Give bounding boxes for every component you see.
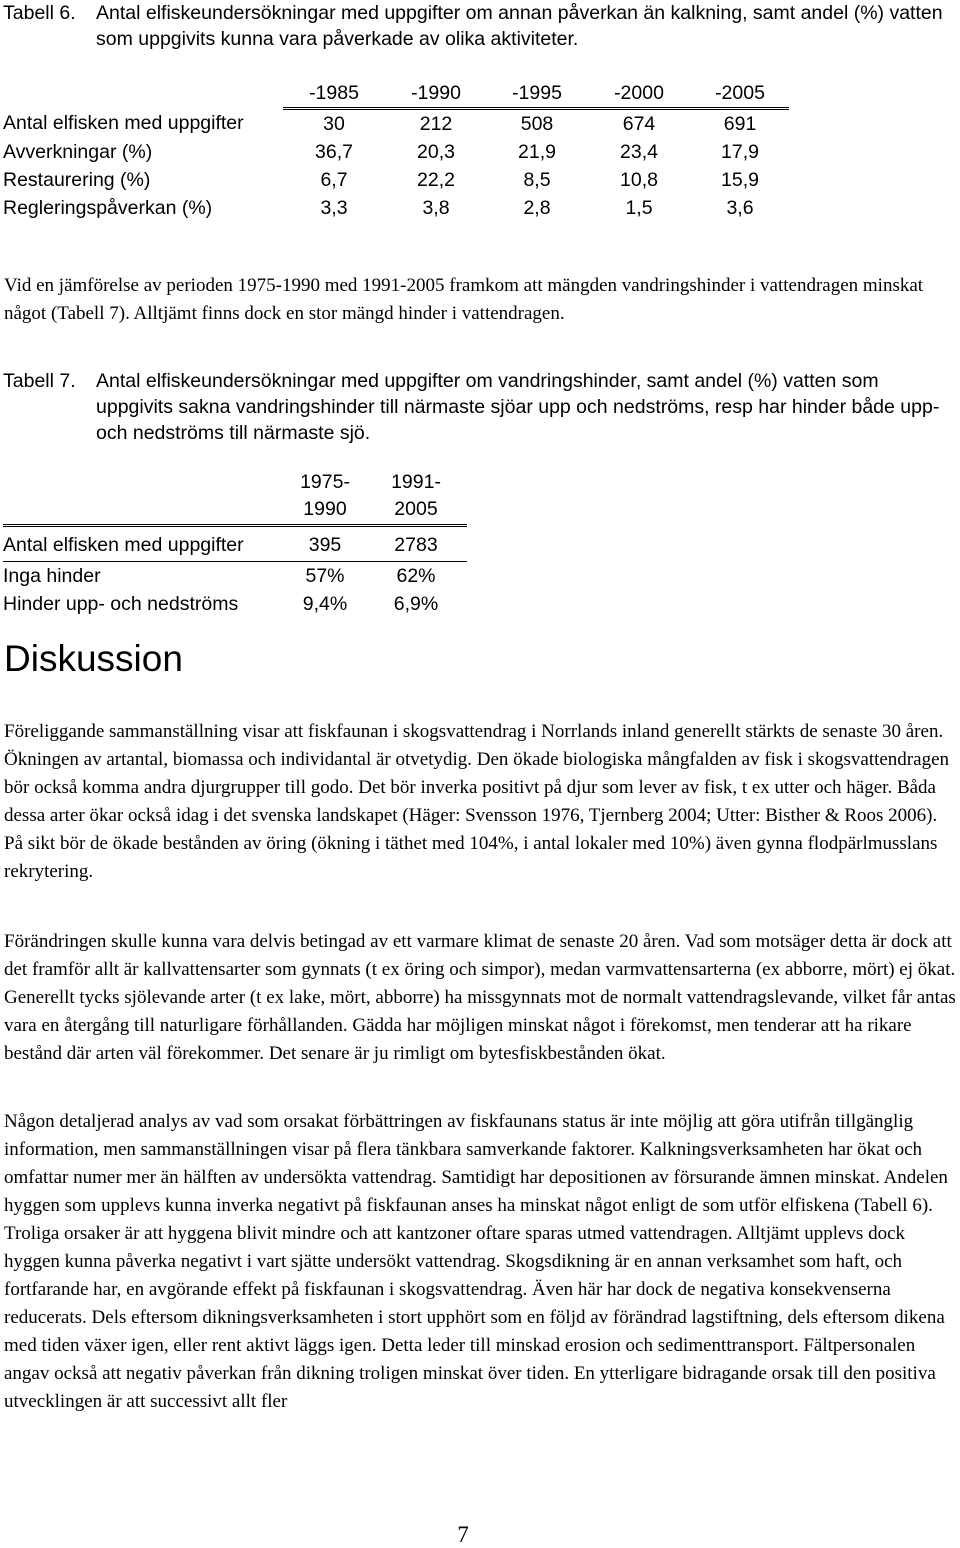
table7-cell: 6,9% [393, 592, 439, 615]
table-row [3, 562, 467, 591]
comparison-paragraph: Vid en jämförelse av perioden 1975-1990 med 1991-2005 framkom att mängden vandringshinder i vattendragen minskat något (Tabell 7). Alltjämt finns dock en stor mängd hinder i vattendragen. [4, 275, 924, 324]
table6-cell: 3,3 [320, 196, 348, 219]
table-row [3, 590, 467, 618]
table6-row-label: Restaurering (%) [3, 168, 151, 191]
table6-header-row [3, 79, 789, 109]
table6-cell: 8,5 [523, 168, 551, 191]
table6-row-label: Regleringspåverkan (%) [3, 196, 213, 219]
table6-cell: 30 [323, 112, 345, 135]
section-heading: Diskussion [4, 638, 183, 679]
table6-cell: 10,8 [620, 168, 658, 191]
table7 [3, 468, 467, 618]
table6-cell: 20,3 [417, 140, 455, 163]
table6-row-label: Antal elfisken med uppgifter [3, 111, 244, 134]
table6-col-header: -1995 [487, 79, 587, 109]
table7-col-header-line: 2005 [394, 498, 438, 520]
table6-cell: 3,8 [422, 196, 450, 219]
table6-cell: 3,6 [726, 196, 754, 219]
discussion-paragraph-2: Förändringen skulle kunna vara delvis betingad av ett varmare klimat de senaste 20 åren. Vad som motsäger detta är dock att det framför allt är kallvattensarter som gynnats (t ex öring och simpor), medan varmvattensarterna (ex abborre, mört) ej ökat. Generellt tycks sjölevande arter (t ex lake, mört, abborre) ha missgynnats mot de normalt vattendragslevande, vilket får antas vara en återgång till naturligare förhållanden. Gädda har möjligen minskat något i förekomst, men tenderar att ha rikare bestånd där arten väl förekommer. Det senare är ju rimligt om bytesfiskbestånden ökat. [4, 931, 956, 1064]
discussion-paragraph-1: Föreliggande sammanställning visar att fiskfaunan i skogsvattendrag i Norrlands inland generellt stärkts de senaste 30 åren. Ökningen av artantal, biomassa och individantal är otvetydig. Den ökade biologiska mångfalden av fisk i skogsvattendragen bör också komma andra djurgrupper till godo. Det bör inverka positivt på djur som lever av fisk, t ex utter och häger. Båda dessa arter ökar också idag i det svenska landskapet (Häger: Svensson 1976, Tjernberg 2004; Utter: Bisther & Roos 2006). På sikt bör de ökade bestånden av öring (ökning i täthet med 104%, i antal lokaler med 10%) även gynna flodpärlmusslans rekrytering. [4, 721, 949, 882]
table7-caption [3, 368, 953, 446]
table6-cell: 691 [723, 112, 757, 135]
table6-col-header: -1985 [283, 79, 385, 109]
table6-header-empty [3, 79, 283, 109]
table7-caption-text: Antal elfiskeundersökningar med uppgifter om vandringshinder, samt andel (%) vatten som uppgivits sakna vandringshinder till närmaste sjöar upp och nedströms, resp har hinder både upp- och nedströms till närmaste sjö. [96, 370, 940, 444]
table-row [3, 109, 789, 139]
table6-cell: 2,8 [523, 196, 551, 219]
table7-header-row [3, 468, 467, 526]
table7-col-header [285, 468, 365, 526]
table6-col-header: -1990 [385, 79, 487, 109]
table6-cell: 36,7 [315, 140, 353, 163]
table6-cell: 6,7 [320, 168, 348, 191]
table7-cell: 9,4% [302, 592, 348, 615]
table7-row-label: Inga hinder [3, 564, 101, 587]
table7-cell: 62% [396, 564, 436, 587]
table7-col-header-line: 1975- [300, 471, 350, 493]
table7-cell: 2783 [365, 526, 467, 562]
table7-col-header [365, 468, 467, 526]
table6-cell: 22,2 [417, 168, 455, 191]
table6-cell: 17,9 [721, 140, 759, 163]
table7-row-label: Hinder upp- och nedströms [3, 592, 239, 615]
table-row [3, 194, 789, 222]
table6 [3, 79, 789, 222]
page-number: 7 [457, 1522, 469, 1547]
table7-row-label: Antal elfisken med uppgifter [3, 526, 285, 562]
table-row [3, 526, 467, 562]
table6-cell: 21,9 [518, 140, 556, 163]
discussion-paragraph-3: Någon detaljerad analys av vad som orsakat förbättringen av fiskfaunans status är inte möjlig att göra utifrån tillgänglig information, men sammanställningen visar på flera tänkbara samverkande faktorer. Kalkningsverksamheten har ökat och omfattar numer mer än hälften av undersökta vattendrag. Samtidigt har depositionen av försurande ämnen minskat. Andelen hyggen som upplevs kunna inverka negativt på fiskfaunan anses ha minskat något enligt de som utför elfiskena (Tabell 6). Troliga orsaker är att hyggena blivit mindre och att kantzoner oftare sparas utmed vattendragen. Alltjämt upplevs dock hyggen kunna påverka negativt i vart sjätte undersökt vattendrag. Skogsdikning är en annan verksamhet som haft, och fortfarande har, en avgörande effekt på fiskfaunan i skogsvattendrag. Även här har dock de negativa konsekvenserna reducerats. Dels eftersom dikningsverksamheten i stort upphört som en följd av förändrad lagstiftning, dels eftersom dikena med tiden växer igen, eller rent aktivt läggs igen. Detta leder till minskad erosion och sedimenttransport. Fältpersonalen angav också att negativ påverkan från dikning troligen minskat över tiden. En ytterligare bidragande orsak till den positiva utvecklingen är att successivt allt fler [4, 1111, 948, 1412]
table6-cell: 674 [622, 112, 656, 135]
table6-cell: 1,5 [625, 196, 653, 219]
table7-col-header-line: 1991- [391, 471, 441, 493]
table6-row-label: Avverkningar (%) [3, 140, 153, 163]
table7-cell: 395 [285, 526, 365, 562]
table6-cell: 508 [520, 112, 554, 135]
table6-number: Tabell 6. [3, 2, 76, 24]
table7-header-empty [3, 468, 285, 526]
table6-cell: 212 [419, 112, 453, 135]
table6-cell: 15,9 [721, 168, 759, 191]
table6-cell: 23,4 [620, 140, 658, 163]
table7-number: Tabell 7. [3, 370, 76, 392]
table7-cell: 57% [305, 564, 345, 587]
table-row [3, 138, 789, 166]
table6-caption [3, 0, 953, 52]
table-row [3, 166, 789, 194]
table7-col-header-line: 1990 [303, 498, 347, 520]
table6-col-header: -2000 [587, 79, 691, 109]
table6-col-header: -2005 [691, 79, 789, 109]
table6-caption-text: Antal elfiskeundersökningar med uppgifter om annan påverkan än kalkning, samt andel (%) vatten som uppgivits kunna vara påverkade av olika aktiviteter. [96, 2, 943, 50]
